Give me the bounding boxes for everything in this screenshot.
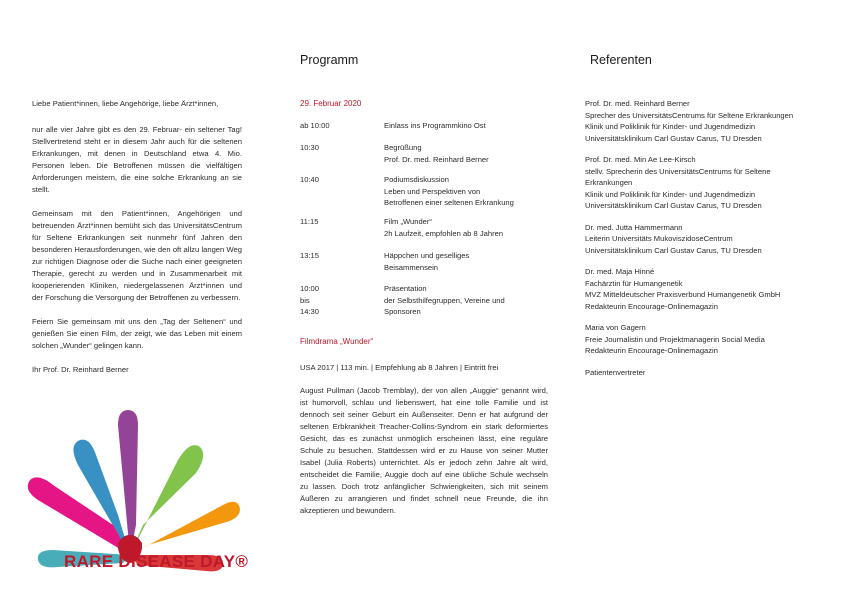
speaker-line: Prof. Dr. med. Reinhard Berner (585, 99, 690, 108)
speaker-block (585, 266, 835, 312)
speakers-list (585, 98, 835, 388)
schedule-description: Podiumsdiskussion Leben und Perspektiven von Betroffenen einer seltenen Erkrankung (384, 175, 514, 207)
speaker-line: Fachärztin für Humangenetik (585, 278, 683, 288)
speaker-line: Prof. Dr. med. Min Ae Lee-Kirsch (585, 155, 696, 164)
referenten-heading: Referenten (590, 53, 652, 67)
speaker-line: Klinik und Poliklinik für Kinder- und Jugendmedizin (585, 122, 756, 131)
speaker-block (585, 98, 835, 144)
speaker-line: Redakteurin Encourage-Onlinemagazin (585, 301, 718, 311)
speaker-line: Dr. med. Jutta Hammermann (585, 222, 683, 232)
schedule-time: 10:40 (300, 175, 320, 184)
speaker-line: Leiterin Universitäts MukoviszidoseCentrum (585, 234, 733, 243)
rare-disease-day-wordmark: RARE DISEASE DAY® (64, 552, 249, 571)
speaker-line: Patientenvertreter (585, 367, 646, 377)
speaker-line: MVZ Mitteldeutscher Praxisverbund Humangenetik GmbH (585, 290, 781, 299)
schedule-description: Einlass ins Programmkino Ost (384, 121, 486, 130)
speaker-line: Universitätsklinikum Carl Gustav Carus, TU Dresden (585, 201, 762, 210)
schedule-description: Begrüßung Prof. Dr. med. Reinhard Berner (384, 143, 489, 164)
schedule-description: Häppchen und geselliges Beisammensein (384, 251, 470, 272)
intro-column (32, 98, 242, 388)
speaker-line: Freie Journalistin und Projektmanagerin Social Media (585, 334, 765, 344)
speaker-block (585, 322, 835, 357)
signature: Ihr Prof. Dr. Reinhard Berner (32, 365, 129, 374)
event-date: 29. Februar 2020 (300, 99, 362, 108)
film-description (300, 385, 548, 529)
film-synopsis: August Pullman (Jacob Tremblay), der von allen „Auggie“ genannt wird, ist humorvoll, schlau und liebenswert, hat eine tolle Familie und ist dennoch seit seiner Geburt ein Außenseiter. Denn er hat aufgrund der seltenen Erbkrankheit Treacher-Collins-Syndrom ein stark deformiertes Gesicht, das es zunächst unmöglich erscheinen lässt, eine reguläre Schule zu besuchen. Stattdessen wird er zu Hause von seiner Mutter Isabel (Julia Roberts) unterrichtet. Als er jedoch zehn Jahre alt wird, entscheidet die Familie, Auggie doch auf eine übliche Schule wechseln zu lassen. Doch trotz anfänglicher Schwierigkeiten, sich mit seinem Äußeren zu arrangieren und findet schnell neue Freunde, die ihn akzeptieren und bewundern. (300, 386, 548, 515)
speaker-line: Klinik und Poliklinik für Kinder- und Jugendmedizin (585, 189, 756, 199)
intro-paragraph-1: nur alle vier Jahre gibt es den 29. Februar- ein seltener Tag! Stellvertretend steht er in diesem Jahr auch für die seltenen Erkrankungen, mit denen in Deutschland etwa 4. Mio. Personen leben. Die Betroffenen müssen die vielfältigen Anforderungen meistern, die eine solche Erkrankung an sie stellt. (32, 125, 242, 194)
schedule-time: 13:15 (300, 251, 320, 260)
speaker-line: Dr. med. Maja Hinné (585, 267, 655, 276)
film-title: Filmdrama „Wunder“ (300, 337, 374, 346)
speaker-line: Redakteurin Encourage-Onlinemagazin (585, 346, 718, 355)
schedule-time: ab 10:00 (300, 121, 330, 130)
speaker-line: Universitätsklinikum Carl Gustav Carus, TU Dresden (585, 245, 762, 255)
schedule-description: Film „Wunder“ 2h Laufzeit, empfohlen ab 8 Jahren (384, 217, 504, 238)
film-meta: USA 2017 | 113 min. | Empfehlung ab 8 Jahren | Eintritt frei (300, 363, 499, 372)
speaker-line: Erkrankungen (585, 178, 633, 187)
speaker-block (585, 367, 835, 379)
schedule-description: Präsentation der Selbsthilfegruppen, Vereine und Sponsoren (384, 284, 505, 316)
speaker-block (585, 222, 835, 257)
speaker-line: Maria von Gagern (585, 323, 646, 332)
schedule-time: 11:15 (300, 217, 319, 226)
greeting: Liebe Patient*innen, liebe Angehörige, liebe Ärzt*innen, (32, 99, 219, 108)
speaker-line: Sprecher des UniversitätsCentrums für Seltene Erkrankungen (585, 110, 794, 120)
intro-paragraph-2: Gemeinsam mit den Patient*innen, Angehörigen und betreuenden Ärzt*innen bemüht sich das UniversitätsCentrum für Seltene Erkrankungen seit nunmehr fünf Jahren den besonderen Herausforderungen, wie den oft allzu langen Weg zur richtigen Diagnose oder die Suche nach einer geeigneten Therapie, gerecht zu werden und in Zusammenarbeit mit kooperierenden Kliniken, niedergelassenen Ärzt*innen und der Forschung die Versorgung der Betroffenen zu verbessern. (32, 209, 242, 302)
schedule-time: 10:00 bis 14:30 (300, 284, 320, 316)
speaker-line: stellv. Sprecherin des UniversitätsCentrums für Seltene (585, 166, 771, 176)
intro-paragraph-3: Feiern Sie gemeinsam mit uns den „Tag der Seltenen“ und genießen Sie einen Film, der zeigt, wie das Leben mit einem solchen „Wunder“ gelingen kann. (32, 317, 242, 350)
speaker-line: Universitätsklinikum Carl Gustav Carus, TU Dresden (585, 133, 762, 143)
schedule-time: 10:30 (300, 143, 320, 152)
programm-heading: Programm (300, 53, 359, 67)
speaker-block (585, 154, 835, 212)
header-band (0, 0, 842, 79)
